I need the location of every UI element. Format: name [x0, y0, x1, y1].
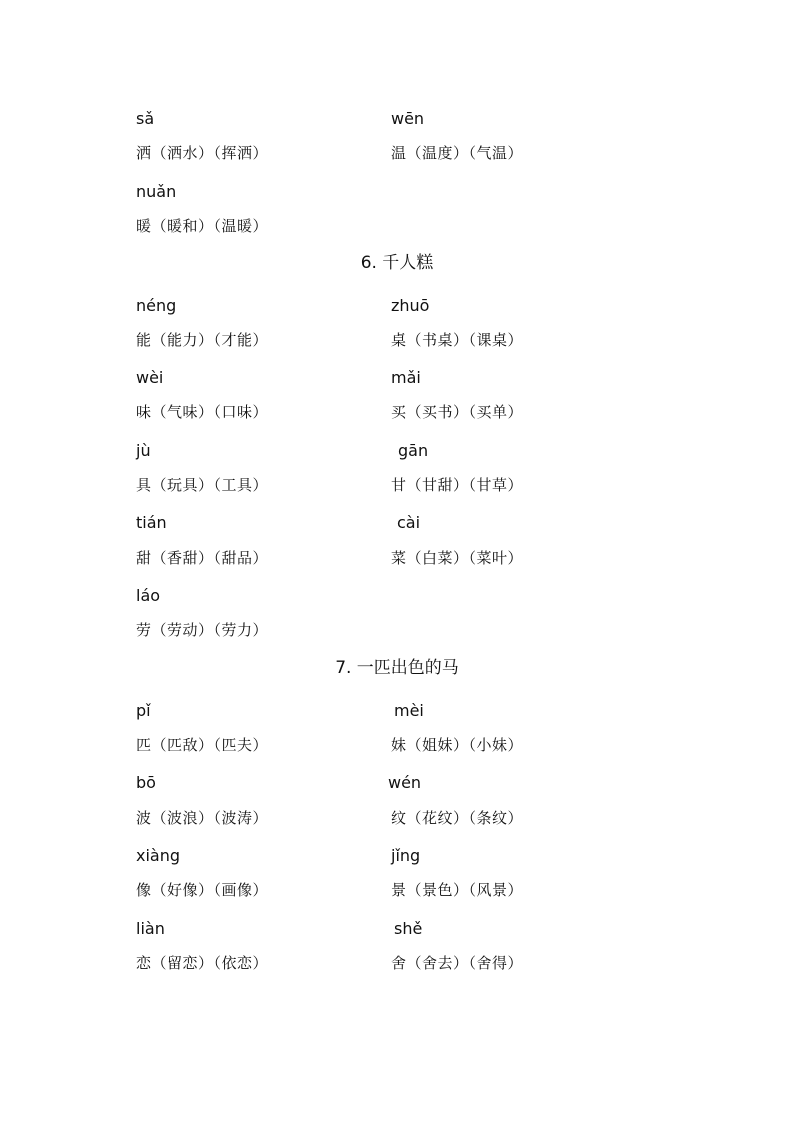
pinyin-wei: wèi [136, 368, 164, 387]
pinyin-lian: liàn [136, 919, 165, 938]
pinyin-zhuo: zhuō [391, 296, 430, 315]
pinyin-xiang: xiàng [136, 846, 181, 865]
words-wen-2: 纹（花纹）（条纹） [391, 809, 524, 827]
pinyin-nuan: nuǎn [136, 182, 177, 201]
pinyin-tian: tián [136, 513, 167, 532]
words-bo: 波（波浪）（波涛） [136, 809, 269, 827]
words-tian: 甜（香甜）（甜品） [136, 549, 269, 567]
pinyin-bo: bō [136, 773, 156, 792]
pinyin-mai: mǎi [391, 368, 421, 387]
words-wen: 温（温度）（气温） [391, 144, 524, 162]
pinyin-sa: sǎ [136, 109, 155, 128]
words-mei: 妹（姐妹）（小妹） [391, 736, 524, 754]
words-neng: 能（能力）（才能） [136, 331, 269, 349]
words-sa: 洒（洒水）（挥洒） [136, 144, 269, 162]
words-gan: 甘（甘甜）（甘草） [391, 476, 524, 494]
words-cai: 菜（白菜）（菜叶） [391, 549, 524, 567]
words-xiang: 像（好像）（画像） [136, 881, 269, 899]
pinyin-lao: láo [136, 586, 161, 605]
lesson-7-heading: 7. 一匹出色的马 [335, 658, 459, 678]
lesson-6-heading: 6. 千人糕 [360, 253, 434, 273]
pinyin-cai: cài [397, 513, 421, 532]
pinyin-jing: jǐng [391, 846, 421, 865]
words-she: 舍（舍去）（舍得） [391, 954, 524, 972]
words-zhuo: 桌（书桌）（课桌） [391, 331, 524, 349]
words-lian: 恋（留恋）（依恋） [136, 954, 269, 972]
pinyin-neng: néng [136, 296, 177, 315]
words-mai: 买（买书）（买单） [391, 403, 524, 421]
words-wei: 味（气味）（口味） [136, 403, 269, 421]
words-pi: 匹（匹敌）（匹夫） [136, 736, 269, 754]
words-ju: 具（玩具）（工具） [136, 476, 269, 494]
pinyin-she: shě [394, 919, 423, 938]
pinyin-ju: jù [136, 441, 151, 460]
words-nuan: 暖（暖和）（温暖） [136, 217, 269, 235]
pinyin-pi: pǐ [136, 701, 151, 720]
words-jing: 景（景色）（风景） [391, 881, 524, 899]
pinyin-mei: mèi [394, 701, 424, 720]
pinyin-wen: wēn [391, 109, 425, 128]
pinyin-gan: gān [398, 441, 429, 460]
pinyin-wen-2: wén [388, 773, 422, 792]
words-lao: 劳（劳动）（劳力） [136, 621, 269, 639]
